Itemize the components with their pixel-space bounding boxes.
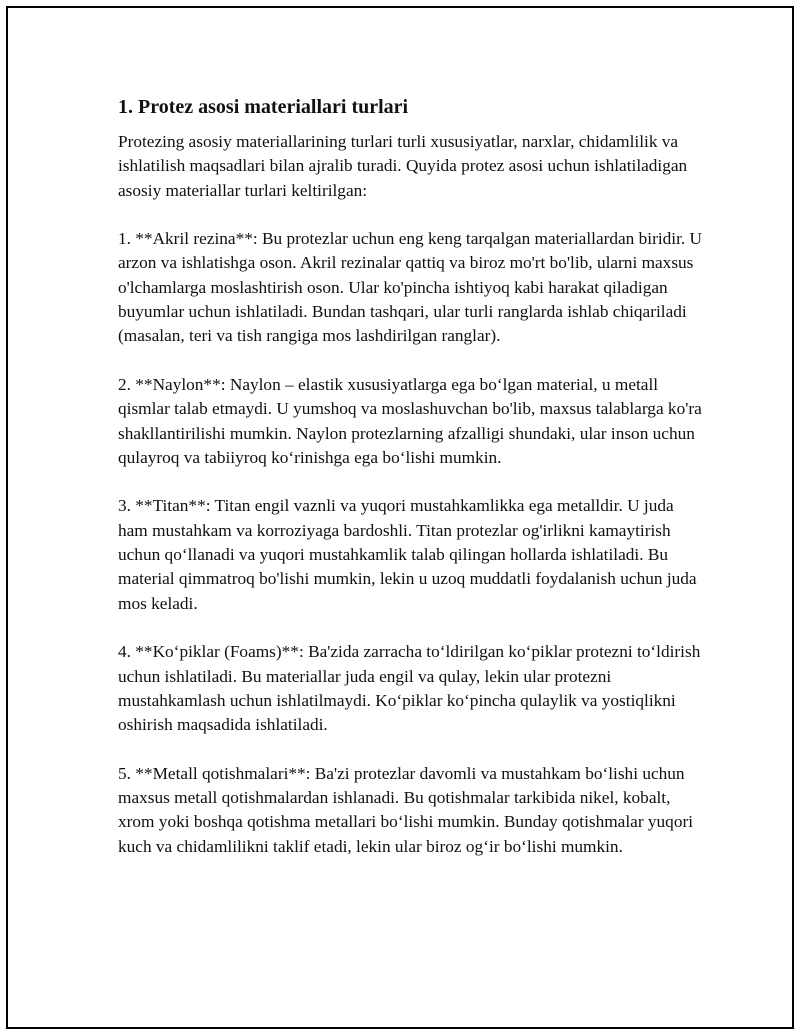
list-item-metall: 5. **Metall qotishmalari**: Ba'zi protezlar davomli va mustahkam bo‘lishi uchun maxsus metall qotishmalardan ishlanadi. Bu qotishmalar tarkibida nikel, kobalt, xrom yoki boshqa qotishma metallari bo‘lishi mumkin. Bunday qotishmalar yuqori kuch va chidamlilikni taklif etadi, lekin ular biroz og‘ir bo‘lishi mumkin. (118, 763, 694, 856)
list-item-akril: 1. **Akril rezina**: Bu protezlar uchun eng keng tarqalgan materiallardan biridir. U arzon va ishlatishga oson. Akril rezinalar qattiq va biroz mo'rt bo'lib, ularni maxsus o'lchamlarga moslashtirish oson. Ular ko'pincha ishtiyoq kabi harakat qiladigan buyumlar uchun ishlatiladi. Bundan tashqari, ular turli ranglarda ishlab chiqariladi (masalan, teri va tish rangiga mos lashdirilgan ranglar). (118, 229, 703, 346)
paragraph-gap (118, 203, 703, 227)
section-title: 1. Protez asosi materiallari turlari (118, 96, 409, 118)
list-item-titan: 3. **Titan**: Titan engil vaznli va yuqori mustahkamlikka ega metalldir. U juda ham mustahkam va korroziyaga bardoshli. Titan protezlar og'irlikni kamaytirish uchun qo‘llanadi va yuqori mustahkamlik talab qilingan hollarda ishlatiladi. Bu material qimmatroq bo'lishi mumkin, lekin u uzoq muddatli foydalanish uchun juda mos keladi. (118, 496, 697, 613)
page-frame (6, 6, 794, 1029)
paragraph-gap (118, 616, 703, 640)
list-item-kopiklar: 4. **Ko‘piklar (Foams)**: Ba'zida zarracha to‘ldirilgan ko‘piklar protezni to‘ldirish uchun ishlatiladi. Bu materiallar juda engil va qulay, lekin ular protezni mustahkamlash uchun ishlatilmaydi. Ko‘piklar ko‘pincha qulaylik va yostiqlikni oshirish maqsadida ishlatiladi. (118, 642, 701, 735)
paragraph-gap (118, 470, 703, 494)
paragraph-gap (118, 349, 703, 373)
document-body (118, 94, 703, 859)
paragraph-gap (118, 737, 703, 761)
intro-paragraph: Protezing asosiy materiallarining turlari turli xususiyatlar, narxlar, chidamlilik va ishlatilish maqsadlari bilan ajralib turadi. Quyida protez asosi uchun ishlatiladigan asosiy materiallar turlari keltirilgan: (118, 132, 688, 200)
list-item-naylon: 2. **Naylon**: Naylon – elastik xususiyatlarga ega bo‘lgan material, u metall qismlar talab etmaydi. U yumshoq va moslashuvchan bo'lib, maxsus talablarga ko'ra shakllantirilishi mumkin. Naylon protezlarning afzalligi shundaki, ular inson uchun qulayroq va tabiiyroq ko‘rinishga ega bo‘lishi mumkin. (118, 374, 702, 467)
